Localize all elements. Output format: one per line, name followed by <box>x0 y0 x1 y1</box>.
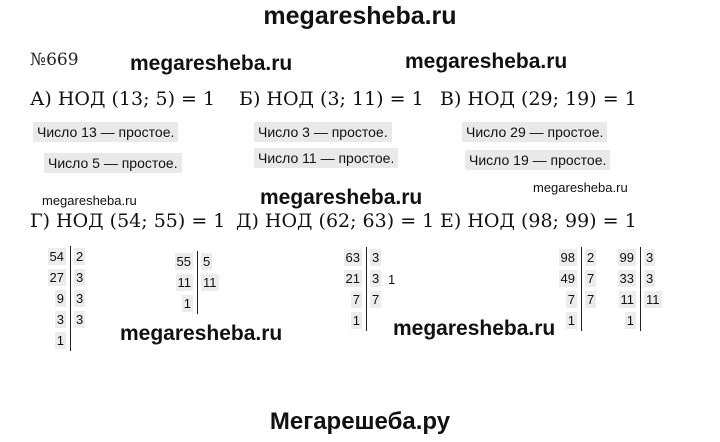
task-v-equation: В) НОД (29; 19) = 1 <box>440 88 637 110</box>
division-line <box>366 247 367 331</box>
watermark: megaresheba.ru <box>405 50 568 73</box>
dividend-value: 33 <box>619 271 634 286</box>
dividend-value: 98 <box>560 250 575 265</box>
divisor-value: 5 <box>203 254 211 269</box>
divisor-value: 3 <box>76 312 84 327</box>
task-b-note: Число 3 — простое. <box>254 122 392 142</box>
problem-number: №669 <box>30 50 79 70</box>
division-line <box>70 246 71 351</box>
task-a-note: Число 5 — простое. <box>44 153 182 173</box>
watermark: megaresheba.ru <box>130 52 293 75</box>
dividend-value: 9 <box>56 291 64 306</box>
dividend-value: 1 <box>56 333 64 348</box>
watermark-small: megaresheba.ru <box>533 180 628 195</box>
task-d-equation: Д) НОД (62; 63) = 1 <box>236 210 435 232</box>
dividend-value: 3 <box>56 312 64 327</box>
divisor-value: 3 <box>372 271 380 286</box>
divisor-value: 7 <box>372 292 380 307</box>
divisor-value: 3 <box>372 250 380 265</box>
divisor-value: 7 <box>587 292 595 307</box>
task-v-note: Число 19 — простое. <box>465 150 610 170</box>
dividend-value: 99 <box>619 250 634 265</box>
task-a-note: Число 13 — простое. <box>33 122 178 142</box>
dividend-value: 7 <box>352 292 360 307</box>
divisor-value: 2 <box>76 249 84 264</box>
dividend-value: 49 <box>560 271 575 286</box>
watermark-small: megaresheba.ru <box>42 193 137 208</box>
watermark-top: megaresheba.ru <box>263 2 457 30</box>
watermark: megaresheba.ru <box>393 317 556 340</box>
task-e-equation: Е) НОД (98; 99) = 1 <box>440 210 637 232</box>
task-a-equation: А) НОД (13; 5) = 1 <box>30 88 216 110</box>
divisor-value: 3 <box>76 291 84 306</box>
dividend-value: 1 <box>626 313 634 328</box>
divisor-value: 3 <box>646 271 654 286</box>
factorization-63 <box>345 247 396 331</box>
dividend-value: 54 <box>49 249 64 264</box>
divisor-value: 7 <box>587 271 595 286</box>
divisor-value: 3 <box>76 270 84 285</box>
watermark-bottom: Мегарешеба.ру <box>269 408 451 435</box>
watermark: megaresheba.ru <box>120 322 283 345</box>
dividend-value: 21 <box>345 271 360 286</box>
factorization-99 <box>617 247 663 331</box>
task-v-note: Число 29 — простое. <box>462 122 607 142</box>
factorization-98 <box>561 247 601 331</box>
divisor-value: 11 <box>203 275 217 290</box>
division-line <box>640 247 641 331</box>
divisor-value: 11 <box>646 292 660 307</box>
dividend-value: 63 <box>345 250 360 265</box>
task-g-equation: Г) НОД (54; 55) = 1 <box>30 210 226 232</box>
factorization-54 <box>50 246 90 351</box>
division-line <box>581 247 582 331</box>
factorization-55 <box>174 251 220 314</box>
extra-mark: 1 <box>388 272 396 287</box>
task-b-equation: Б) НОД (3; 11) = 1 <box>239 88 424 110</box>
division-line <box>197 251 198 314</box>
dividend-value: 1 <box>352 313 360 328</box>
dividend-value: 1 <box>183 296 191 311</box>
dividend-value: 55 <box>176 254 191 269</box>
task-b-note: Число 11 — простое. <box>254 148 398 168</box>
dividend-value: 11 <box>177 275 191 290</box>
dividend-value: 7 <box>567 292 575 307</box>
dividend-value: 27 <box>49 270 64 285</box>
dividend-value: 1 <box>567 313 575 328</box>
divisor-value: 2 <box>587 250 595 265</box>
divisor-value: 3 <box>646 250 654 265</box>
watermark: megaresheba.ru <box>260 186 423 209</box>
dividend-value: 11 <box>620 292 634 307</box>
